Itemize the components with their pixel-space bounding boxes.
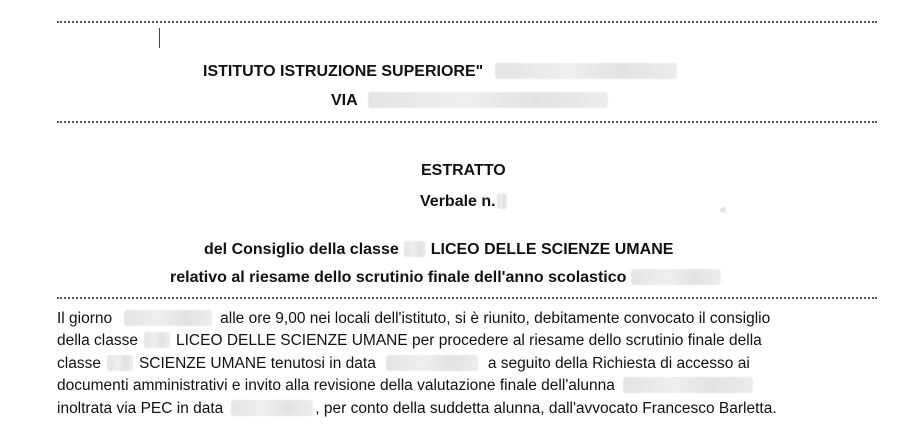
riesame-text: relativo al riesame dello scrutinio finale dell'anno scolastico — [170, 269, 627, 286]
redacted-class — [404, 241, 426, 257]
body-text: LICEO DELLE SCIENZE UMANE per procedere al riesame dello scrutinio finale della — [176, 332, 762, 349]
body-line-4 — [57, 377, 753, 395]
redacted-class — [107, 355, 133, 371]
redacted-address — [368, 92, 608, 108]
body-text: a seguito della Richiesta di accesso ai — [487, 355, 750, 372]
top-rule — [57, 21, 877, 23]
speck — [720, 207, 726, 213]
verbale-label: Verbale n. — [420, 193, 496, 210]
margin-mark — [159, 28, 160, 48]
body-text: classe — [57, 355, 101, 372]
body-text: della classe — [57, 332, 138, 349]
body-text: SCIENZE UMANE tenutosi in data — [138, 355, 376, 372]
redacted-date — [231, 400, 313, 416]
consiglio-suffix: LICEO DELLE SCIENZE UMANE — [430, 241, 674, 258]
redacted-student-name — [623, 377, 753, 393]
body-line-2 — [57, 332, 762, 350]
redacted-institute-name — [495, 63, 677, 79]
address-label: VIA — [331, 92, 358, 109]
body-line-1 — [57, 310, 770, 328]
institute-name: ISTITUTO ISTRUZIONE SUPERIORE" — [203, 63, 484, 80]
body-text: inoltrata via PEC in data — [57, 400, 224, 417]
institute-line — [203, 63, 677, 81]
estratto-label: ESTRATTO — [421, 162, 506, 179]
consiglio-line — [204, 241, 673, 259]
body-line-5 — [57, 400, 777, 418]
body-line-3 — [57, 355, 750, 373]
body-rule — [57, 297, 877, 299]
redacted-school-year — [631, 269, 721, 285]
header-rule — [57, 121, 877, 123]
document-title — [421, 162, 506, 180]
redacted-date — [124, 310, 212, 326]
body-text: Il giorno — [57, 310, 113, 327]
redacted-class — [144, 332, 170, 348]
body-text: alle ore 9,00 nei locali dell'istituto, si è riunito, debitamente convocato il consiglio — [220, 310, 771, 327]
body-text: , per conto della suddetta alunna, dall'avvocato Francesco Barletta. — [315, 400, 777, 417]
riesame-line — [170, 269, 721, 287]
body-text: documenti amministrativi e invito alla revisione della valutazione finale dell'alunna — [57, 377, 615, 394]
verbale-line — [420, 193, 507, 211]
address-line — [331, 92, 608, 110]
consiglio-prefix: del Consiglio della classe — [204, 241, 399, 258]
redacted-verbale-number — [497, 193, 507, 209]
redacted-date — [386, 355, 478, 371]
